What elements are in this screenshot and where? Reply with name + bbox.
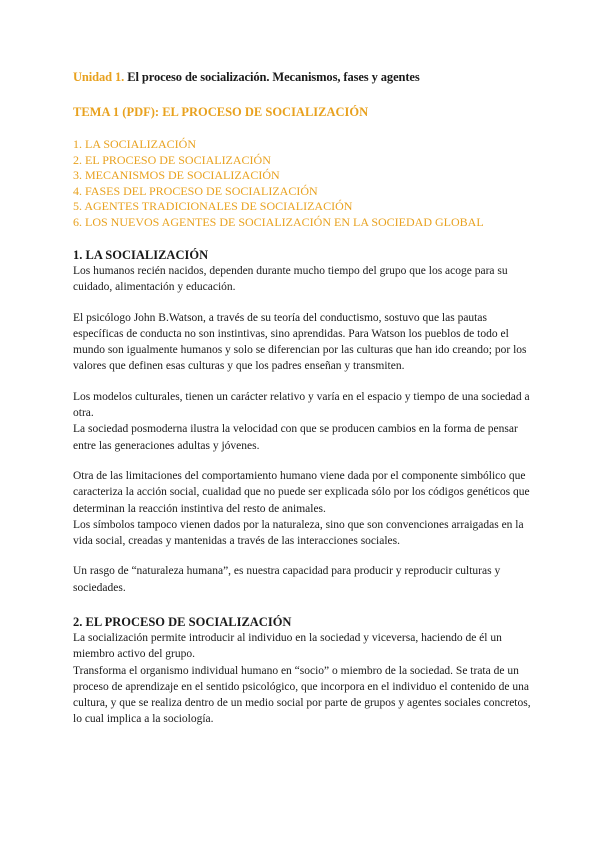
unit-title: El proceso de socialización. Mecanismos, fases y agentes xyxy=(124,70,420,84)
toc-item: 3. MECANISMOS DE SOCIALIZACIÓN xyxy=(73,168,280,183)
table-of-contents xyxy=(73,137,484,231)
paragraph: Los humanos recién nacidos, dependen durante mucho tiempo del grupo que los acoge para su cuidado, alimentación y educación. xyxy=(73,265,508,294)
toc-item: 6. LOS NUEVOS AGENTES DE SOCIALIZACIÓN EN LA SOCIEDAD GLOBAL xyxy=(73,214,484,229)
unit-label: Unidad 1. xyxy=(73,70,125,84)
toc-item: 2. EL PROCESO DE SOCIALIZACIÓN xyxy=(73,152,271,167)
paragraph: Los símbolos tampoco vienen dados por la naturaleza, sino que son convenciones arraigadas en la vida social, creadas y mantenidas a través de las interacciones sociales. xyxy=(73,518,524,548)
toc-item: 4. FASES DEL PROCESO DE SOCIALIZACIÓN xyxy=(73,183,318,198)
section-proceso-socializacion xyxy=(73,614,533,742)
tema-heading: TEMA 1 (PDF): EL PROCESO DE SOCIALIZACIÓN xyxy=(73,105,369,119)
section-title: 2. EL PROCESO DE SOCIALIZACIÓN xyxy=(73,615,292,629)
paragraph: El psicólogo John B.Watson, a través de su teoría del conductismo, sostuvo que las pautas específicas de conducta no son instintivas, sino aprendidas. Para Watson los pueblos de todo el mundo son igualmente humanos y solo se diferencian por las culturas que han ido creando; por los valores que definen esas culturas y que los padres enseñan y transmiten. xyxy=(73,311,527,373)
paragraph: Los modelos culturales, tienen un carácter relativo y varía en el espacio y tiempo de una sociedad a otra. xyxy=(73,390,530,420)
unit-heading xyxy=(73,70,420,85)
paragraph: Un rasgo de “naturaleza humana”, es nuestra capacidad para producir y reproducir culturas y sociedades. xyxy=(73,565,501,594)
paragraph: Transforma el organismo individual humano en “socio” o miembro de la sociedad. Se trata de un proceso de aprendizaje en el sentido psicológico, que incorpora en el individuo el contenido de una cultura, y que se realiza dentro de un medio social por parte de grupos y agentes sociales concretos, lo cual implica a la sociología. xyxy=(73,664,531,726)
paragraph: La socialización permite introducir al individuo en la sociedad y viceversa, haciendo de él un miembro activo del grupo. xyxy=(73,632,502,661)
paragraph: Otra de las limitaciones del comportamiento humano viene dada por el componente simbólico que caracteriza la acción social, cualidad que no puede ser explicada sólo por los códigos genéticos que determinan la reacción instintiva del resto de animales. xyxy=(73,469,530,515)
paragraph: La sociedad posmoderna ilustra la velocidad con que se producen cambios en la forma de pensar entre las generaciones adultas y jóvenes. xyxy=(73,423,518,452)
toc-item: 5. AGENTES TRADICIONALES DE SOCIALIZACIÓN xyxy=(73,199,353,214)
section-title: 1. LA SOCIALIZACIÓN xyxy=(73,248,209,262)
toc-item: 1. LA SOCIALIZACIÓN xyxy=(73,137,196,151)
section-socializacion xyxy=(73,247,533,610)
